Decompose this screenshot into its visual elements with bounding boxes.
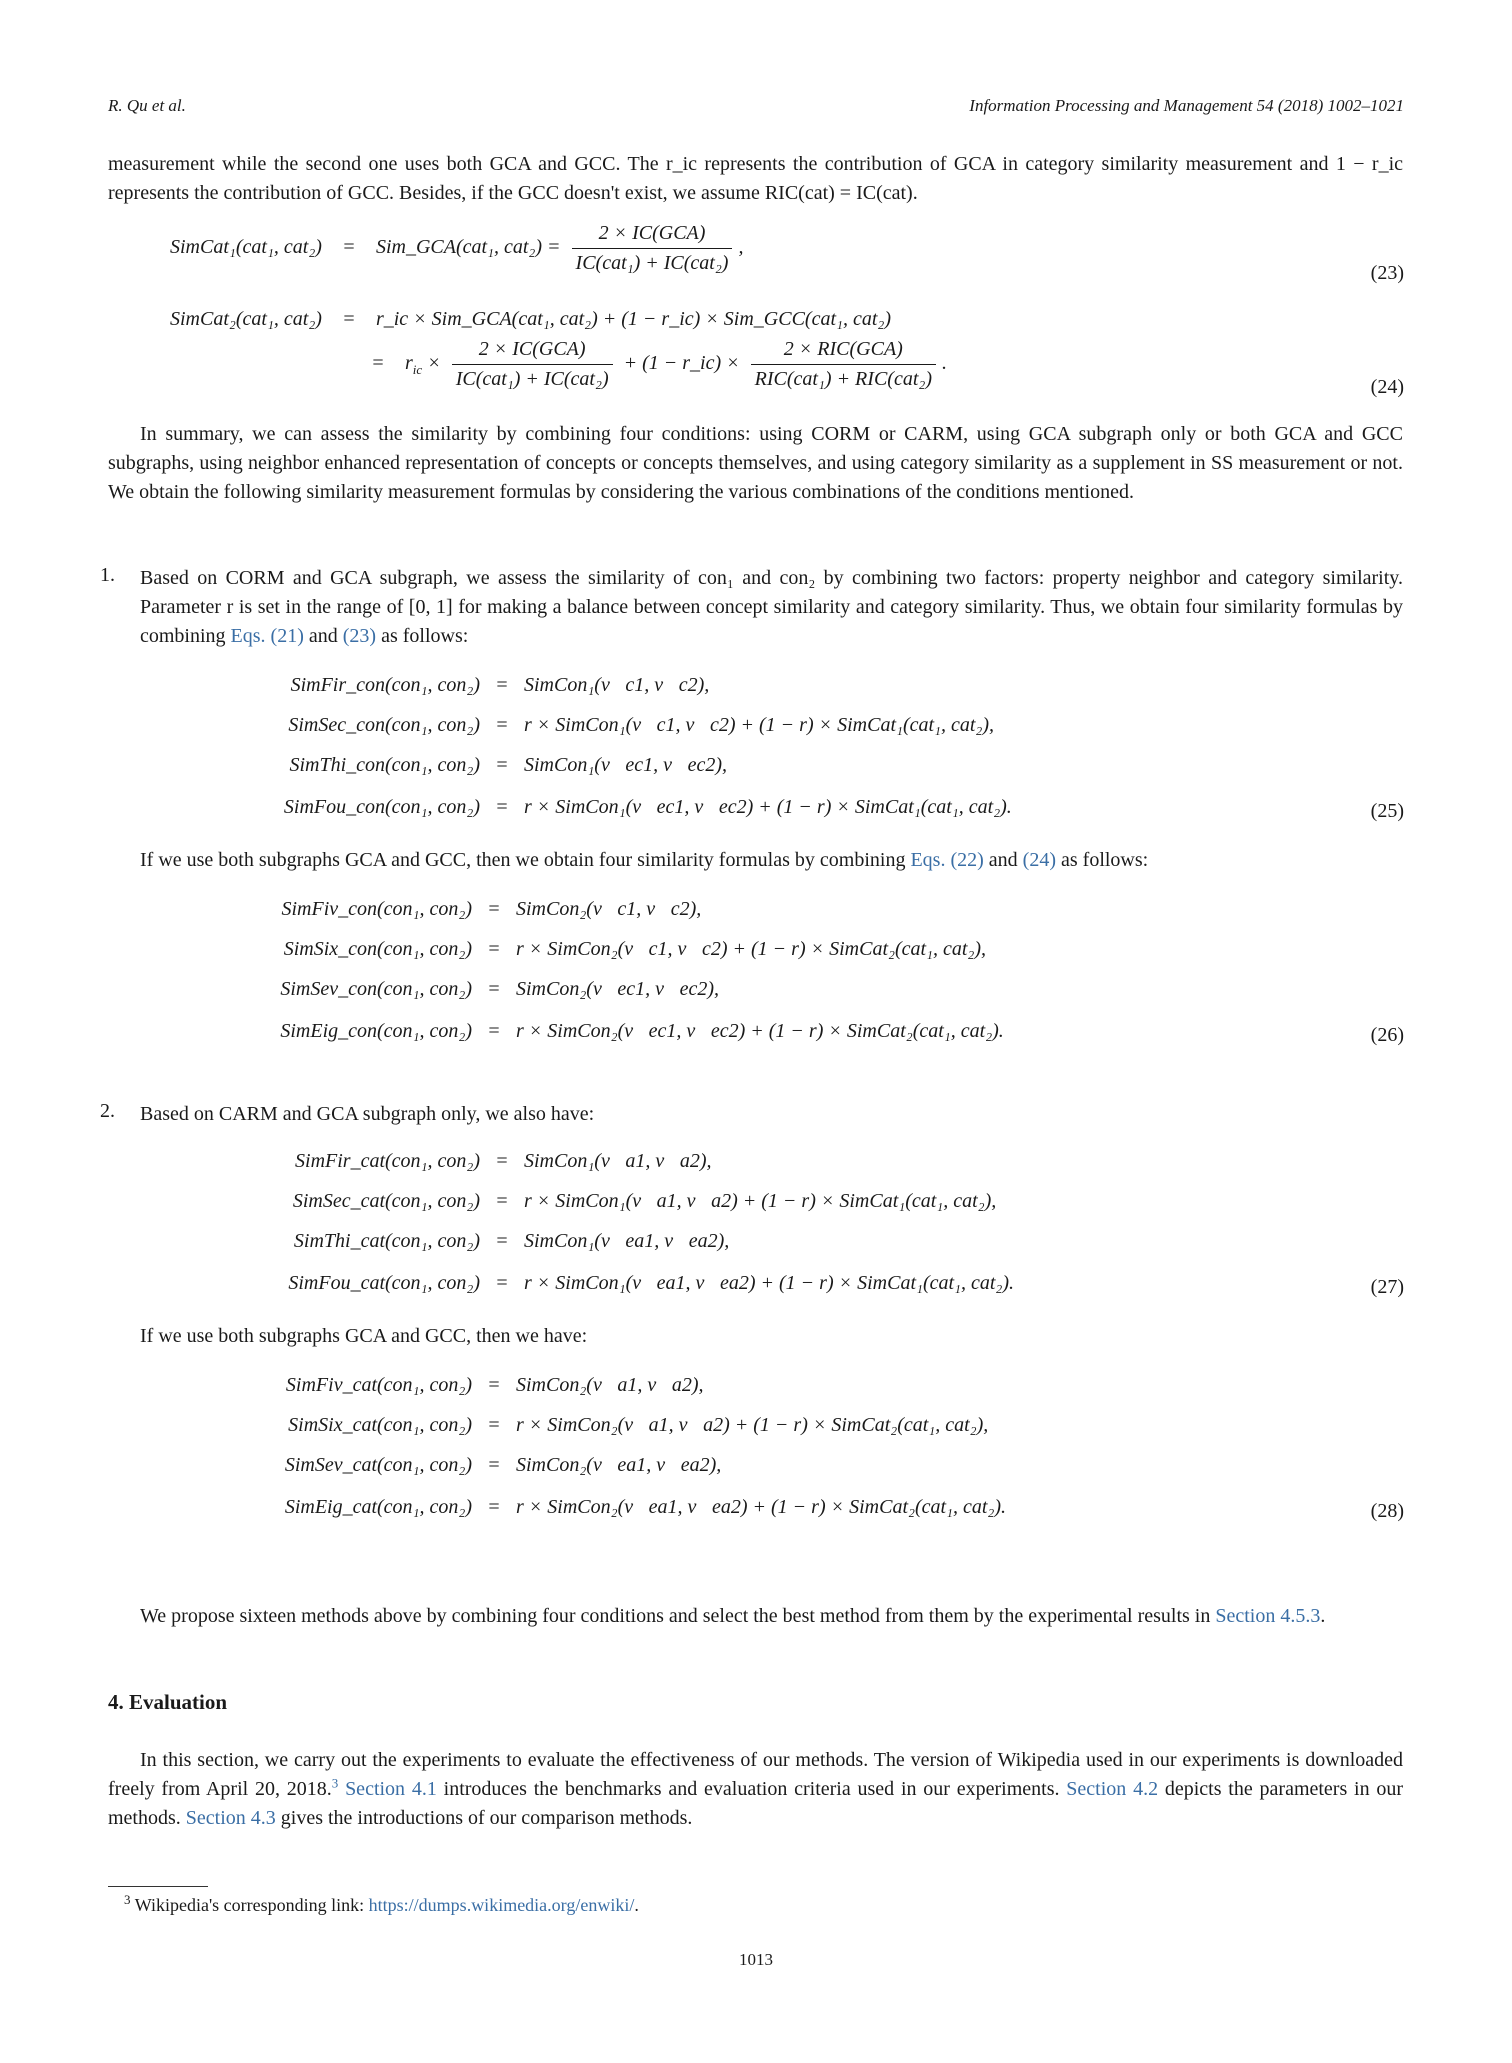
equation-24-line2: = $r_{ic}$ × $\frac{\text{2 × IC(GCA)}}{\text{IC(cat₁) + IC(cat₂)}}$ + (1 − r_ic) × $\frac{\text{2 × RIC(GCA)}}{\text{RIC(cat₁) + RIC(cat₂)}}$ . [372,338,947,390]
eq27-number: (27) [1370,1276,1404,1298]
link-section-4-1[interactable]: Section 4.1 [345,1778,437,1800]
eq26-row-1: SimFiv_con(con₁, con₂) = SimCon₂(v⃗c1, v⃗c2), [281,898,702,920]
both-subgraphs-paragraph-1: If we use both subgraphs GCA and GCC, then we obtain four similarity formulas by combining Eqs. (22) and (24) as follows: [140,849,1149,871]
link-section-4-3[interactable]: Section 4.3 [185,1807,276,1829]
eq28-row-3: SimSev_cat(con₁, con₂) = SimCon₂(v⃗ea1, v⃗ea2), [284,1454,722,1476]
link-wikipedia-dumps[interactable]: https://dumps.wikimedia.org/enwiki/ [368,1895,635,1915]
both-subgraphs-paragraph-2: If we use both subgraphs GCA and GCC, then we have: [140,1325,588,1347]
eq27-row-4: SimFou_cat(con₁, con₂) = r × SimCon₁(v⃗ea1, v⃗ea2) + (1 − r) × SimCat₁(cat₁, cat₂). [288,1272,1015,1294]
eq25-row-4: SimFou_con(con₁, con₂) = r × SimCon₁(v⃗ec1, v⃗ec2) + (1 − r) × SimCat₁(cat₁, cat₂). [283,796,1012,818]
eq25-row-3: SimThi_con(con₁, con₂) = SimCon₁(v⃗ec1, v⃗ec2), [289,754,727,776]
list-item-2-text: Based on CARM and GCA subgraph only, we also have: [140,1103,595,1125]
footnote-3: $^3$ Wikipedia's corresponding link: https://dumps.wikimedia.org/enwiki/. [124,1892,639,1915]
list-item-2-number: 2. [100,1100,115,1122]
eq24-mid: + (1 − r_ic) × [623,352,740,375]
propose-paragraph: We propose sixteen methods above by combining four conditions and select the best method from them by the experimental results in Section 4.5.3. [140,1605,1326,1627]
eq26-row-2: SimSix_con(con₁, con₂) = r × SimCon₂(v⃗c1, v⃗c2) + (1 − r) × SimCat₂(cat₁, cat₂), [283,938,987,960]
eq27-row-1: SimFir_cat(con₁, con₂) = SimCon₁(v⃗a1, v⃗a2), [295,1150,712,1172]
eq24-number: (24) [1370,376,1404,398]
eq25-number: (25) [1370,800,1404,822]
equation-24-line1: SimCat₂(cat₁, cat₂) = r_ic × Sim_GCA(cat₁, cat₂) + (1 − r_ic) × Sim_GCC(cat₁, cat₂) [170,308,892,330]
link-section-4-2[interactable]: Section 4.2 [1066,1778,1159,1800]
eq26-row-3: SimSev_con(con₁, con₂) = SimCon₂(v⃗ec1, v⃗ec2), [280,978,719,1000]
eq25-row-1: SimFir_con(con₁, con₂) = SimCon₁(v⃗c1, v⃗c2), [290,674,710,696]
eq23-rhs: Sim_GCA(cat₁, cat₂) = [375,236,561,259]
link-eqs-21[interactable]: Eqs. (21) [230,625,304,647]
eq26-row-4: SimEig_con(con₁, con₂) = r × SimCon₂(v⃗ec1, v⃗ec2) + (1 − r) × SimCat₂(cat₁, cat₂). [280,1020,1004,1042]
eq25-row-2: SimSec_con(con₁, con₂) = r × SimCon₁(v⃗c1, v⃗c2) + (1 − r) × SimCat₁(cat₁, cat₂), [288,714,995,736]
footnote-rule [108,1886,208,1887]
section-heading-evaluation: 4. Evaluation [108,1690,228,1714]
eq24-fraction-1: $\frac{\text{2 × IC(GCA)}}{\text{IC(cat₁) + IC(cat₂)}}$ [452,338,613,391]
eq26-number: (26) [1370,1024,1404,1046]
eq23-number: (23) [1370,262,1404,284]
equation-23: SimCat₁(cat₁, cat₂) = Sim_GCA(cat₁, cat₂) = $\frac{\text{2 × IC(GCA)}}{\text{IC(cat₁) + IC(cat₂)}}$ , [170,222,744,274]
eq27-row-3: SimThi_cat(con₁, con₂) = SimCon₁(v⃗ea1, v⃗ea2), [293,1230,730,1252]
eq28-row-1: SimFiv_cat(con₁, con₂) = SimCon₂(v⃗a1, v⃗a2), [285,1374,704,1396]
footnote-ref-3[interactable]: 3 [331,1775,339,1791]
eq24-line1: r_ic × Sim_GCA(cat₁, cat₂) + (1 − r_ic) × Sim_GCC(cat₁, cat₂) [375,308,892,330]
summary-paragraph: In summary, we can assess the similarity by combining four conditions: using CORM or CARM, using GCA subgraph only or both GCA and GCC subgraphs, using neighbor enhanced representation of concepts or concepts themselves, and using category similarity as a supplement in SS measurement or not. We obtain the following similarity measurement formulas by considering the various combinations of the conditions mentioned. [108,423,1403,503]
running-header-authors: R. Qu et al. [108,96,186,115]
link-section-4-5-3[interactable]: Section 4.5.3 [1215,1605,1321,1627]
eq24-fraction-2: $\frac{\text{2 × RIC(GCA)}}{\text{RIC(cat₁) + RIC(cat₂)}}$ [751,338,936,391]
intro-paragraph: measurement while the second one uses both GCA and GCC. The r_ic represents the contribution of GCA in category similarity measurement and 1 − r_ic represents the contribution of GCC. Besides, if the GCC doesn't exist, we assume RIC(cat) = IC(cat). [108,153,1403,204]
evaluation-paragraph: In this section, we carry out the experiments to evaluate the effectiveness of our methods. The version of Wikipedia used in our experiments is downloaded freely from April 20, 2018.$^3$ Section 4.1 introduces the benchmarks and evaluation criteria used in our experiments. Section 4.2 depicts the parameters in our methods. Section 4.3 gives the introductions of our comparison methods. [108,1749,1404,1829]
eq23-lhs: SimCat₁(cat₁, cat₂) [170,236,322,259]
list-item-1-text: Based on CORM and GCA subgraph, we assess the similarity of con₁ and con₂ by combining two factors: property neighbor and category similarity. Parameter r is set in the range of [0, 1] for making a balance between concept similarity and category similarity. Thus, we obtain four similarity formulas by combining Eqs. (21) and (23) as follows: [140,567,1403,647]
running-header-journal: Information Processing and Management 54 (2018) 1002–1021 [969,96,1404,115]
eq28-number: (28) [1370,1500,1404,1522]
eq24-lhs: SimCat₂(cat₁, cat₂) [170,308,322,330]
link-eqs-22[interactable]: Eqs. (22) [910,849,984,871]
eq28-row-4: SimEig_cat(con₁, con₂) = r × SimCon₂(v⃗ea1, v⃗ea2) + (1 − r) × SimCat₂(cat₁, cat₂). [284,1496,1007,1518]
list-item-1-number: 1. [100,564,115,586]
link-eq-23[interactable]: (23) [342,625,377,647]
link-eq-24[interactable]: (24) [1022,849,1056,871]
page-number: 1013 [739,1950,773,1969]
eq28-row-2: SimSix_cat(con₁, con₂) = r × SimCon₂(v⃗a1, v⃗a2) + (1 − r) × SimCat₂(cat₁, cat₂), [288,1414,989,1436]
eq27-row-2: SimSec_cat(con₁, con₂) = r × SimCon₁(v⃗a1, v⃗a2) + (1 − r) × SimCat₁(cat₁, cat₂), [292,1190,997,1212]
eq23-fraction: $\frac{\text{2 × IC(GCA)}}{\text{IC(cat₁) + IC(cat₂)}}$ [572,222,733,275]
